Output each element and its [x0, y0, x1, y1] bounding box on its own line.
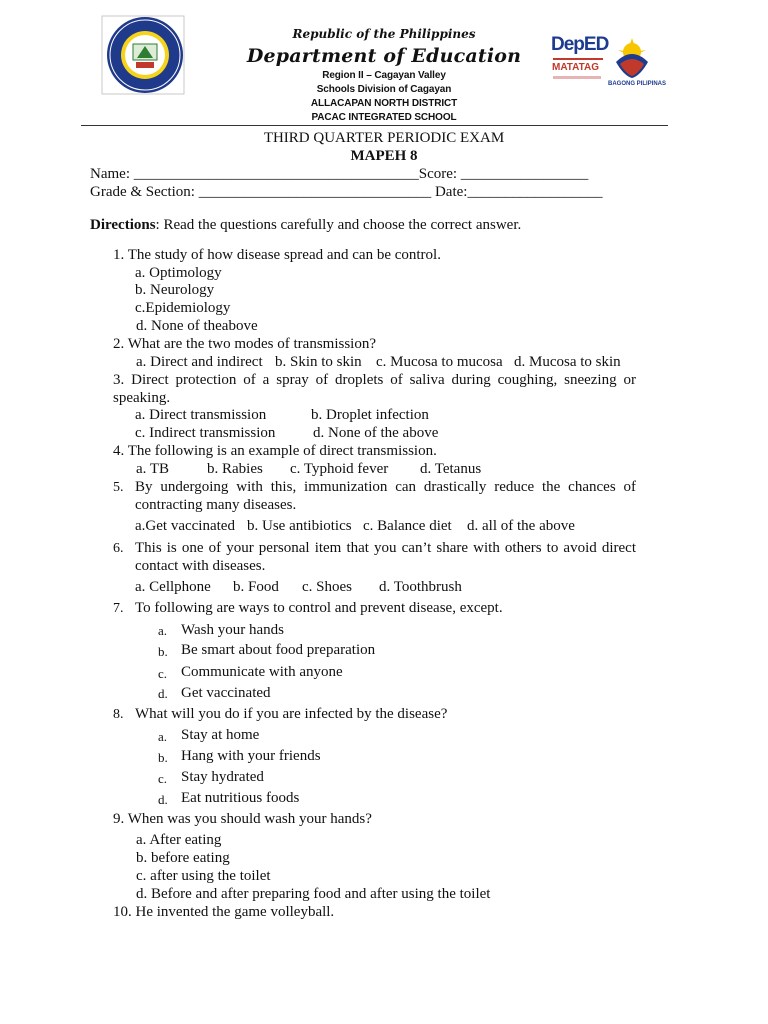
- q8-number: 8.: [113, 707, 124, 722]
- q8-option-d: Eat nutritious foods: [181, 790, 300, 806]
- q9-option-c: c. after using the toilet: [136, 868, 271, 884]
- q2-option-d: d. Mucosa to skin: [514, 354, 621, 370]
- q4-option-b: b. Rabies: [207, 461, 263, 477]
- q7-option-d-letter: d.: [158, 686, 168, 701]
- q1-option-c: c.Epidemiology: [135, 300, 231, 316]
- matatag-logo-text: MATATAG: [552, 62, 600, 73]
- deped-logo-text: DepED: [551, 34, 609, 55]
- bagong-pilipinas-logo: [608, 36, 667, 90]
- q9-stem: 9. When was you should wash your hands?: [113, 811, 372, 827]
- q8-option-c-letter: c.: [158, 771, 168, 786]
- q7-number: 7.: [113, 601, 124, 616]
- name-score-line: Name: ______________________________________Score: _________________: [90, 166, 589, 182]
- school-text: PACAC INTEGRATED SCHOOL: [311, 112, 457, 123]
- q1-option-d: d. None of theabove: [136, 318, 258, 334]
- district-text: ALLACAPAN NORTH DISTRICT: [310, 98, 458, 109]
- region-text: Region II – Cagayan Valley: [322, 70, 446, 81]
- q4-option-d: d. Tetanus: [420, 461, 482, 477]
- q9-option-d: d. Before and after preparing food and after using the toilet: [136, 886, 491, 902]
- q5-option-d: d. all of the above: [467, 518, 575, 534]
- q7-option-a: Wash your hands: [181, 622, 284, 638]
- q10-stem: 10. He invented the game volleyball.: [113, 904, 335, 920]
- directions-text: : Read the questions carefully and choose the correct answer.: [155, 217, 522, 233]
- q6-stem: This is one of your personal item that you can’t share with others to avoid direct contact with diseases.: [135, 540, 636, 574]
- q2-option-a: a. Direct and indirect: [136, 354, 263, 370]
- header-divider: [81, 125, 668, 126]
- q3-option-b: b. Droplet infection: [311, 407, 429, 423]
- q8-option-c: Stay hydrated: [181, 769, 264, 785]
- q8-option-a-letter: a.: [158, 729, 168, 744]
- directions: [90, 216, 521, 234]
- q5-stem: By undergoing with this, immunization can drastically reduce the chances of contracting many diseases.: [135, 479, 636, 513]
- q7-stem: To following are ways to control and prevent disease, except.: [135, 600, 503, 616]
- q8-option-d-letter: d.: [158, 792, 168, 807]
- bagong-pilipinas-sun-icon: [608, 36, 658, 80]
- q5-option-c: c. Balance diet: [363, 518, 452, 534]
- q7-option-c-letter: c.: [158, 666, 168, 681]
- grade-date-line: Grade & Section: _______________________________ Date:__________________: [90, 184, 603, 200]
- q6-number: 6.: [113, 541, 124, 556]
- q3-option-c: c. Indirect transmission: [135, 425, 276, 441]
- q3-option-a: a. Direct transmission: [135, 407, 267, 423]
- q8-stem: What will you do if you are infected by the disease?: [135, 706, 448, 722]
- q9-option-b: b. before eating: [136, 850, 230, 866]
- q4-option-a: a. TB: [136, 461, 170, 477]
- q7-option-b-letter: b.: [158, 644, 168, 659]
- q7-option-c: Communicate with anyone: [181, 664, 343, 680]
- q7-option-a-letter: a.: [158, 623, 168, 638]
- q1-option-a: a. Optimology: [135, 265, 222, 281]
- q6-option-b: b. Food: [233, 579, 279, 595]
- q3-option-d: d. None of the above: [313, 425, 439, 441]
- directions-label: Directions: [90, 217, 156, 233]
- republic-text: Republic of the Philippines: [292, 27, 476, 41]
- q6-option-c: c. Shoes: [302, 579, 352, 595]
- q6-option-d: d. Toothbrush: [379, 579, 462, 595]
- q8-option-b-letter: b.: [158, 750, 168, 765]
- q3-stem: 3. Direct protection of a spray of droplets of saliva during coughing, sneezing or speaking.: [113, 372, 636, 406]
- q8-option-b: Hang with your friends: [181, 748, 321, 764]
- q2-option-c: c. Mucosa to mucosa: [376, 354, 503, 370]
- q7-option-d: Get vaccinated: [181, 685, 271, 701]
- exam-title: THIRD QUARTER PERIODIC EXAM: [263, 130, 505, 146]
- q2-stem: 2. What are the two modes of transmission?: [113, 336, 376, 352]
- q1-option-b: b. Neurology: [135, 282, 215, 298]
- q4-stem: 4. The following is an example of direct transmission.: [113, 443, 437, 459]
- division-text: Schools Division of Cagayan: [316, 84, 452, 95]
- q9-option-a: a. After eating: [136, 832, 222, 848]
- q5-number: 5.: [113, 480, 124, 495]
- q1-stem: 1. The study of how disease spread and can be control.: [113, 247, 441, 263]
- exam-subject: MAPEH 8: [350, 148, 418, 164]
- q2-option-b: b. Skin to skin: [275, 354, 362, 370]
- deped-matatag-logo: [551, 34, 609, 90]
- bagong-pilipinas-text: BAGONG PILIPINAS: [608, 81, 667, 87]
- department-text: Department of Education: [246, 45, 522, 67]
- q7-option-b: Be smart about food preparation: [181, 642, 376, 658]
- q6-option-a: a. Cellphone: [135, 579, 211, 595]
- q5-option-a: a.Get vaccinated: [135, 518, 235, 534]
- q4-option-c: c. Typhoid fever: [290, 461, 389, 477]
- q8-option-a: Stay at home: [181, 727, 260, 743]
- q5-option-b: b. Use antibiotics: [247, 518, 352, 534]
